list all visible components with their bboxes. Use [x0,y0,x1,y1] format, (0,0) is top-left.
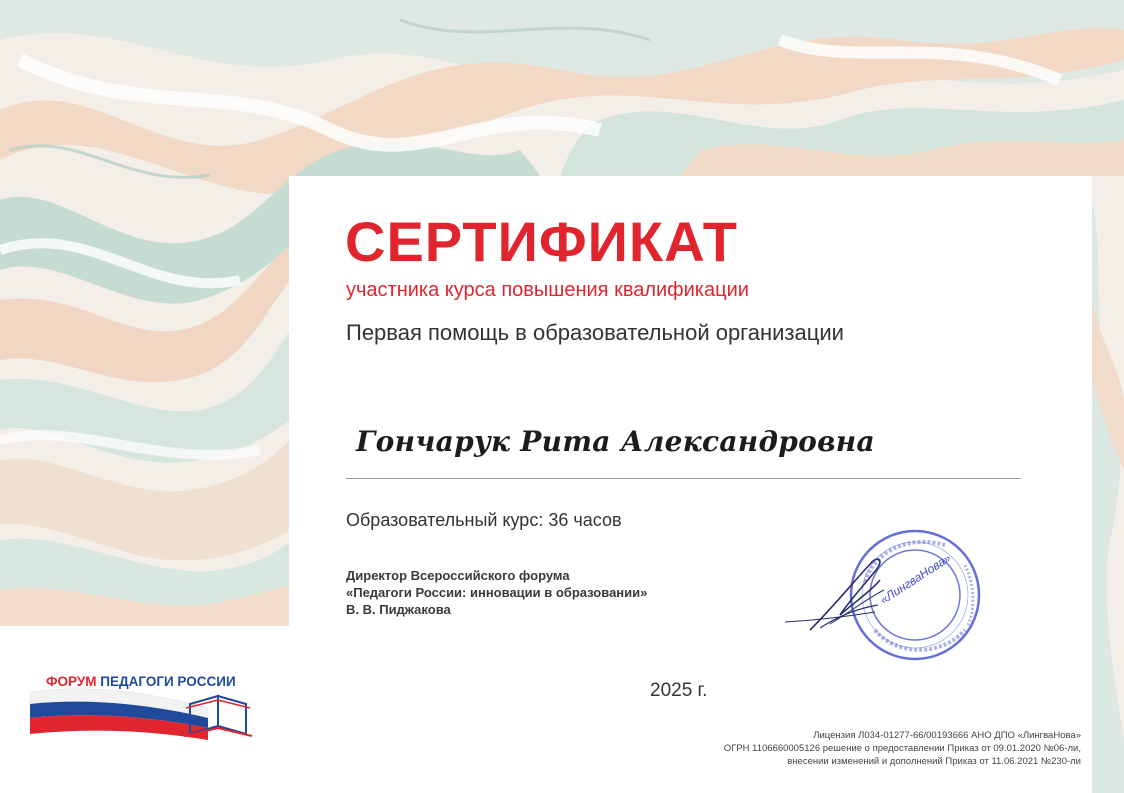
certificate-year: 2025 г. [650,680,708,701]
course-name: Первая помощь в образовательной организации [346,320,844,345]
director-block [346,567,647,618]
logo-word-pedagogi: ПЕДАГОГИ РОССИИ [100,674,236,689]
license-line-3: внесении изменений и дополнений Приказ от 11.06.2021 №230-ли [787,756,1081,767]
course-hours: Образовательный курс: 36 часов [346,510,622,530]
license-line-1: Лицензия Л034-01277-66/00193666 АНО ДПО «ЛингваНова» [813,730,1081,741]
director-title: Директор Всероссийского форума [346,568,570,583]
license-line-2: ОГРН 1106660005126 решение о предоставлении Приказ от 09.01.2020 №06-ли, [723,743,1081,754]
logo-word-forum: ФОРУМ [46,674,97,689]
official-stamp [851,531,979,659]
certificate-title: СЕРТИФИКАТ [345,210,738,273]
recipient-underline [346,478,1021,479]
director-forum: «Педагоги России: инновации в образовании» [346,585,648,600]
stamp-org-name: «ЛингваНова» [877,550,954,607]
director-name: В. В. Пиджакова [346,602,451,617]
license-info [724,729,1081,768]
certificate-subtitle: участника курса повышения квалификации [346,279,749,301]
forum-logo-text [46,675,236,689]
recipient-name: Гончарук Рита Александровна [356,425,875,458]
